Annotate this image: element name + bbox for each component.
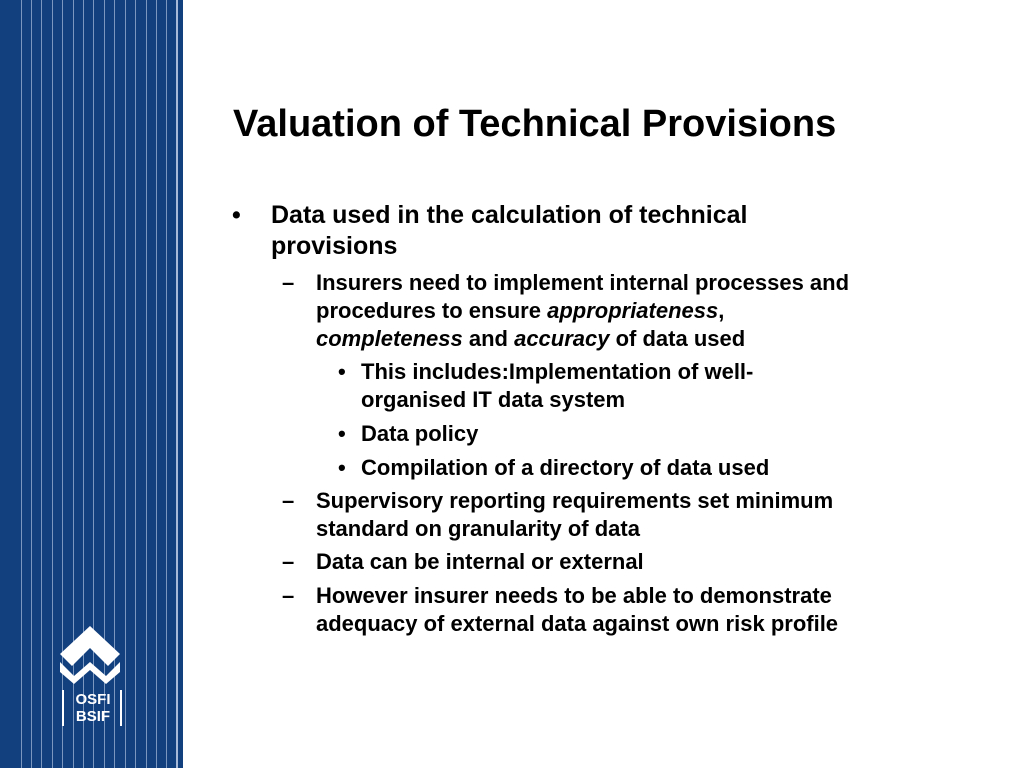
sub-bullet-line: adequacy of external data against own risk profile	[316, 611, 839, 636]
sidebar-stripe	[146, 0, 147, 768]
osfi-logo-icon	[60, 626, 120, 684]
sub-bullet-text	[316, 487, 956, 543]
logo-word-bsif: BSIF	[75, 708, 111, 725]
dash-marker: –	[282, 549, 295, 574]
sidebar-stripe	[52, 0, 53, 768]
emphasis-completeness: completeness	[316, 326, 463, 351]
sidebar-stripe	[41, 0, 42, 768]
sidebar-edge-stripe	[176, 0, 178, 768]
sub-bullet-line	[316, 297, 956, 325]
dash-marker: –	[282, 270, 295, 295]
logo-divider-left	[62, 690, 64, 726]
text-run: ,	[718, 298, 725, 323]
sidebar-stripe	[135, 0, 136, 768]
sub-sub-bullet-line: organised IT data system	[361, 387, 626, 412]
sub-sub-bullet-text: Data policy	[361, 421, 479, 446]
emphasis-appropriateness: appropriateness	[547, 298, 719, 323]
sidebar-stripe	[125, 0, 126, 768]
slide-title: Valuation of Technical Provisions	[233, 103, 837, 145]
bullet-line: Data used in the calculation of technical	[271, 201, 748, 229]
sub-sub-bullet-text: Compilation of a directory of data used	[361, 455, 770, 480]
sidebar-panel	[0, 0, 183, 768]
dash-marker: –	[282, 488, 295, 513]
sidebar-stripe	[31, 0, 32, 768]
emphasis-accuracy: accuracy	[514, 326, 610, 351]
bullet-line: provisions	[271, 232, 398, 260]
bullet-marker: •	[232, 201, 241, 229]
sidebar-stripe	[166, 0, 167, 768]
bullet-marker: •	[338, 359, 346, 384]
sub-bullet-line	[316, 325, 956, 353]
sub-sub-bullet-text	[361, 358, 921, 414]
sub-bullet-line: However insurer needs to be able to demonstrate	[316, 583, 832, 608]
sub-bullet-line: Insurers need to implement internal processes and	[316, 270, 850, 295]
sub-bullet-line: standard on granularity of data	[316, 516, 640, 541]
sidebar-stripe	[21, 0, 22, 768]
bullet-marker: •	[338, 455, 346, 480]
sub-bullet-text	[316, 269, 956, 353]
sub-bullet-text	[316, 582, 956, 638]
text-run: and	[462, 326, 515, 351]
bullet-marker: •	[338, 421, 346, 446]
sub-sub-bullet-line: This includes:Implementation of well-	[361, 359, 754, 384]
sub-bullet-line: Supervisory reporting requirements set minimum	[316, 488, 834, 513]
sidebar-stripe	[156, 0, 157, 768]
logo-wordmark	[62, 690, 122, 726]
logo-divider-right	[120, 690, 122, 726]
text-run: of data used	[609, 326, 746, 351]
dash-marker: –	[282, 583, 295, 608]
bullet-text	[271, 200, 851, 262]
sub-bullet-text: Data can be internal or external	[316, 549, 644, 574]
logo-word-osfi: OSFI	[75, 691, 111, 708]
text-run: procedures to ensure	[316, 298, 548, 323]
